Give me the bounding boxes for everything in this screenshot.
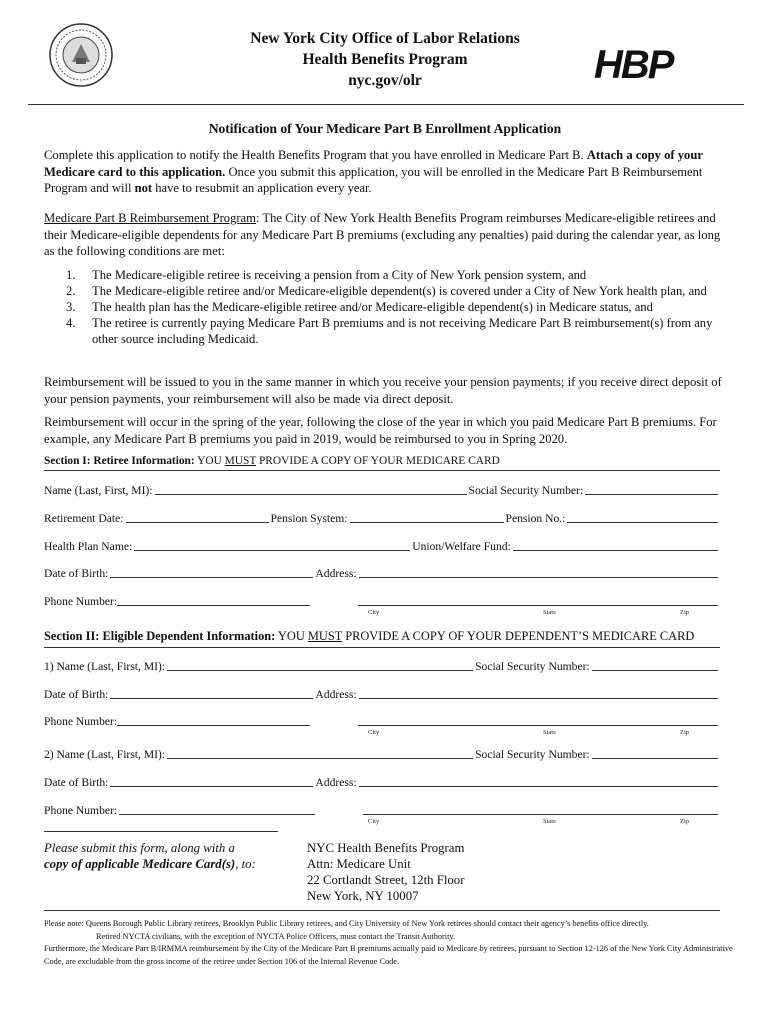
dependent2-dob-row: Date of Birth: Address: xyxy=(44,776,720,789)
state-caption: State xyxy=(543,609,556,616)
retiree-name-row: Name (Last, First, MI): Social Security Number: xyxy=(44,484,720,497)
dependent2-phone-row: Phone Number: xyxy=(44,804,720,817)
retiree-name-field[interactable] xyxy=(155,484,467,495)
footer-divider xyxy=(44,910,720,911)
list-item: 2. The Medicare-eligible retiree and/or Medicare-eligible dependent(s) is covered under a City of New York health plan, and xyxy=(66,284,707,298)
retiree-address-field[interactable] xyxy=(359,567,718,578)
state-caption: State xyxy=(543,729,556,736)
dependent1-city-state-zip-field[interactable] xyxy=(358,715,718,726)
svg-text:HBP: HBP xyxy=(594,43,673,84)
dependent1-name-field[interactable] xyxy=(167,660,473,671)
dependent1-address-field[interactable] xyxy=(359,688,718,699)
page-title: Notification of Your Medicare Part B Enrollment Application xyxy=(208,121,562,136)
health-plan-field[interactable] xyxy=(134,540,410,551)
mailing-address: NYC Health Benefits Program Attn: Medicare Unit 22 Cortlandt Street, 12th Floor New York, NY 10007 xyxy=(307,841,465,903)
submit-instructions: Please submit this form, along with a copy of applicable Medicare Card(s), to: xyxy=(44,841,256,871)
retiree-city-state-zip-field[interactable] xyxy=(358,595,718,606)
zip-caption: Zip xyxy=(680,818,690,825)
city-caption: City xyxy=(368,729,380,736)
header-website: nyc.gov/olr xyxy=(348,72,422,89)
dependent2-address-field[interactable] xyxy=(359,776,718,787)
state-caption: State xyxy=(543,818,556,825)
section2-title: Section II: Eligible Dependent Information: YOU MUST PROVIDE A COPY OF YOUR DEPENDENT’S MEDICARE CARD xyxy=(44,629,695,643)
section2-divider xyxy=(44,647,720,648)
pension-number-field[interactable] xyxy=(567,512,718,523)
retirement-date-field[interactable] xyxy=(126,512,269,523)
list-item: 4. The retiree is currently paying Medicare Part B premiums and is not receiving Medicare Part B reimbursement(s) from any other source including Medicaid. xyxy=(66,316,713,346)
reimbursement-paragraph-1: Reimbursement will be issued to you in the same manner in which you receive your pension payments; if you receive direct deposit of your pension payments, your reimbursement will also be made via direct deposit. xyxy=(44,375,722,406)
retiree-dob-field[interactable] xyxy=(110,567,313,578)
dependent2-name-row: 2) Name (Last, First, MI): Social Security Number: xyxy=(44,748,720,761)
submit-divider xyxy=(44,831,278,832)
reimbursement-paragraph-2: Reimbursement will occur in the spring of the year, following the close of the year in which you paid Medicare Part B premiums. For example, any Medicare Part B premiums you paid in 2019, would be reimbursed to you in Spring 2020. xyxy=(44,415,717,446)
city-caption: City xyxy=(368,609,380,616)
city-caption: City xyxy=(368,818,380,825)
header-office: New York City Office of Labor Relations xyxy=(250,30,520,47)
footer-notes: Please note: Queens Borough Public Library retirees, Brooklyn Public Library retirees, and City University of New York retirees should contact their agency’s benefits office directly. Retired NYCTA civilians, with the exception of NYCTA Police Officers, must contact the Transit Authority. Furthermore, the Medicare Part B/IRMMA reimbursement by the City of the Medicare Part B premiums actually paid to Medicare by retirees, pursuant to Section 12-126 of the New York City Administrative Code, are excludable from the gross income of the retiree under Section 106 of the Internal Revenue Code. xyxy=(44,919,733,966)
union-welfare-field[interactable] xyxy=(513,540,718,551)
dependent1-name-row: 1) Name (Last, First, MI): Social Security Number: xyxy=(44,660,720,673)
retiree-phone-row: Phone Number: xyxy=(44,595,720,608)
zip-caption: Zip xyxy=(680,609,690,616)
section1-divider xyxy=(44,470,720,471)
dependent2-dob-field[interactable] xyxy=(110,776,313,787)
retirement-row: Retirement Date: Pension System: Pension No.: xyxy=(44,512,720,525)
dependent1-phone-field[interactable] xyxy=(117,715,310,726)
dependent2-city-state-zip-field[interactable] xyxy=(363,804,718,815)
zip-caption: Zip xyxy=(680,729,690,736)
hbp-logo xyxy=(594,40,704,84)
intro-paragraph: Complete this application to notify the Health Benefits Program that you have enrolled in Medicare Part B. Attach a copy of your Medicare card to this application. Once you submit this application, you will be enrolled in the Medicare Part B Reimbursement Program and will not have to resubmit an application every year. xyxy=(44,148,703,195)
dependent2-ssn-field[interactable] xyxy=(592,748,718,759)
dependent1-dob-row: Date of Birth: Address: xyxy=(44,688,720,701)
header-divider xyxy=(28,104,744,105)
dependent1-phone-row: Phone Number: xyxy=(44,715,720,728)
section1-title: Section I: Retiree Information: YOU MUST PROVIDE A COPY OF YOUR MEDICARE CARD xyxy=(44,455,500,467)
retiree-ssn-field[interactable] xyxy=(585,484,718,495)
program-paragraph: Medicare Part B Reimbursement Program: The City of New York Health Benefits Program reimburses Medicare-eligible retirees and their Medicare-eligible dependents for any Medicare Part B premiums (excluding any penalties) paid during the calendar year, as long as the following conditions are met: xyxy=(44,211,721,258)
dependent1-dob-field[interactable] xyxy=(110,688,313,699)
list-item: 3. The health plan has the Medicare-eligible retiree and/or Medicare-eligible dependent(s) in Medicare status, and xyxy=(66,300,653,314)
conditions-list xyxy=(44,267,734,347)
dependent2-name-field[interactable] xyxy=(167,748,473,759)
dependent2-phone-field[interactable] xyxy=(119,804,315,815)
health-plan-row: Health Plan Name: Union/Welfare Fund: xyxy=(44,540,720,553)
retiree-dob-row: Date of Birth: Address: xyxy=(44,567,720,580)
header-program: Health Benefits Program xyxy=(302,51,468,68)
dependent1-ssn-field[interactable] xyxy=(592,660,718,671)
pension-system-field[interactable] xyxy=(350,512,504,523)
list-item: 1. The Medicare-eligible retiree is receiving a pension from a City of New York pension system, and xyxy=(66,268,587,282)
retiree-phone-field[interactable] xyxy=(117,595,310,606)
